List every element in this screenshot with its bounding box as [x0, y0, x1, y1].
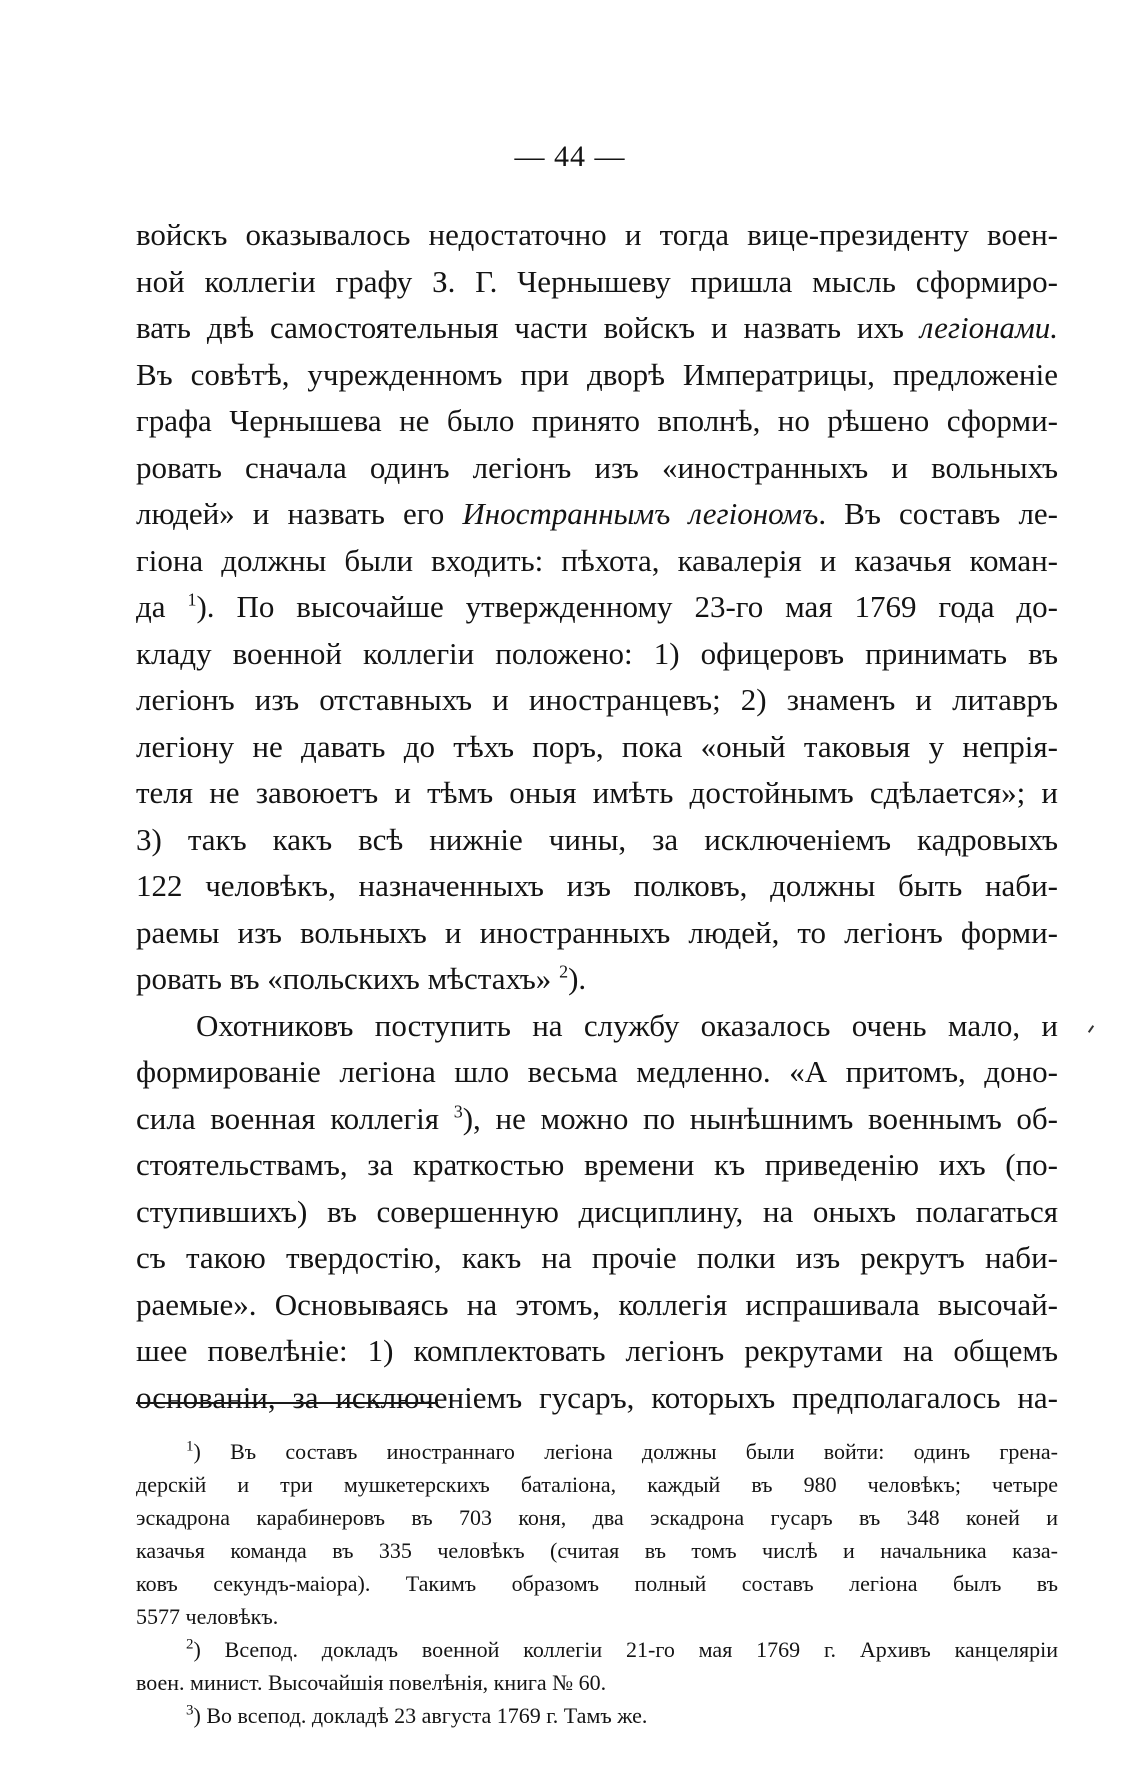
- body-text-line: [136, 1049, 1058, 1096]
- body-text-line: [136, 863, 1058, 910]
- footnote-reference-marker: 1: [186, 1438, 194, 1455]
- footnote-reference-marker: 3: [453, 1101, 463, 1122]
- body-text-line: [136, 1235, 1058, 1282]
- footnote-line: [136, 1633, 1058, 1666]
- footnote-line: [136, 1600, 1058, 1633]
- body-text-line: [136, 1096, 1058, 1143]
- body-text-line: [136, 677, 1058, 724]
- main-text-body: [136, 212, 1058, 1421]
- text-run: ступившихъ) въ совершенную дисциплину, на оныхъ полагаться: [136, 1193, 1058, 1229]
- body-text-line: [136, 631, 1058, 678]
- footnotes-block: [136, 1435, 1058, 1732]
- text-run: ) Всепод. докладъ военной коллегіи 21-го мая 1769 г. Архивъ канцеляріи: [193, 1637, 1058, 1662]
- text-run: ной коллегіи графу З. Г. Чернышеву пришла мысль сформиро-: [136, 263, 1058, 299]
- footnote-line: [136, 1567, 1058, 1600]
- body-text-line: [136, 398, 1058, 445]
- text-run: 5577 человѣкъ.: [136, 1604, 279, 1629]
- text-run: сила военная коллегія: [136, 1100, 454, 1136]
- body-text-line: [136, 817, 1058, 864]
- footnote-line: [136, 1699, 1058, 1732]
- body-text-line: [136, 259, 1058, 306]
- body-text-line: [136, 1375, 1058, 1422]
- body-text-line: [136, 1142, 1058, 1189]
- text-run: ровать въ «польскихъ мѣстахъ»: [136, 961, 560, 996]
- text-run: 3) такъ какъ всѣ нижніе чины, за исключеніемъ кадровыхъ: [136, 821, 1058, 857]
- text-run: легіону не давать до тѣхъ поръ, пока «оный таковыя у непрія-: [136, 728, 1058, 764]
- body-text-line: [136, 584, 1058, 631]
- text-run: ).: [568, 961, 587, 996]
- text-run: эскадрона карабинеровъ въ 703 коня, два эскадрона гусаръ въ 348 коней и: [136, 1505, 1058, 1530]
- footnote-separator-rule: [136, 1402, 438, 1404]
- stray-ink-mark: [1088, 1025, 1094, 1033]
- text-run: раемы изъ вольныхъ и иностранныхъ людей, то легіонъ форми-: [136, 914, 1058, 950]
- body-text-line: [136, 538, 1058, 585]
- text-run: ) Въ составъ иностраннаго легіона должны были войти: одинъ грена-: [193, 1439, 1058, 1464]
- text-run: воен. минист. Высочайшія повелѣнія, книга № 60.: [136, 1670, 607, 1695]
- text-run: ровать сначала одинъ легіонъ изъ «иностранныхъ и вольныхъ: [136, 449, 1058, 485]
- text-run: кладу военной коллегіи положено: 1) офицеровъ принимать въ: [136, 635, 1058, 671]
- text-run: казачья команда въ 335 человѣкъ (считая въ томъ числѣ и начальника каза-: [136, 1538, 1058, 1563]
- text-run: основаніи, за исключеніемъ гусаръ, которыхъ предполагалось на-: [136, 1379, 1058, 1415]
- footnote-line: [136, 1534, 1058, 1567]
- text-run: ). По высочайше утвержденному 23-го мая 1769 года до-: [196, 589, 1058, 624]
- body-text-line: [136, 445, 1058, 492]
- text-run: вать двѣ самостоятельныя части войскъ и назвать ихъ: [136, 310, 920, 345]
- body-text-line: [136, 305, 1058, 352]
- body-text-line: [136, 352, 1058, 399]
- text-run: ковъ секундъ-маіора). Такимъ образомъ полный составъ легіона былъ въ: [136, 1571, 1058, 1596]
- text-run: войскъ оказывалось недостаточно и тогда вице-президенту воен-: [136, 217, 1058, 252]
- text-run: стоятельствамъ, за краткостью времени къ приведенію ихъ (по-: [136, 1147, 1058, 1182]
- footnote-line: [136, 1666, 1058, 1699]
- text-run: шее повелѣніе: 1) комплектовать легіонъ рекрутами на общемъ: [136, 1333, 1058, 1368]
- text-run: ) Во всепод. докладѣ 23 августа 1769 г. Тамъ же.: [193, 1703, 648, 1728]
- italic-emphasis: Иностраннымъ легіономъ: [462, 496, 819, 531]
- text-run: съ такою твердостію, какъ на прочіе полки изъ рекрутъ наби-: [136, 1240, 1058, 1275]
- footnote-line: [136, 1501, 1058, 1534]
- text-run: ), не можно по нынѣшнимъ военнымъ об-: [462, 1100, 1058, 1136]
- body-text-line: [136, 1189, 1058, 1236]
- footnote-reference-marker: 2: [559, 961, 569, 982]
- text-run: людей» и назвать его: [136, 496, 463, 531]
- text-run: формированіе легіона шло весьма медленно. «А притомъ, доно-: [136, 1054, 1058, 1089]
- text-run: дерскій и три мушкетерскихъ баталіона, каждый въ 980 человѣкъ; четыре: [136, 1472, 1058, 1497]
- italic-emphasis: легіонами.: [919, 310, 1058, 345]
- page-number: — 44 —: [514, 140, 626, 173]
- text-run: . Въ составъ ле-: [818, 496, 1058, 531]
- body-text-line: [136, 212, 1058, 259]
- text-run: теля не завоюетъ и тѣмъ оныя имѣть достойнымъ сдѣлается»; и: [136, 775, 1058, 810]
- body-text-line: [136, 956, 1058, 1003]
- text-run: раемые». Основываясь на этомъ, коллегія испрашивала высочай-: [136, 1286, 1058, 1322]
- body-text-line: [136, 1003, 1058, 1050]
- footnote-line: [136, 1435, 1058, 1468]
- text-run: Въ совѣтѣ, учрежденномъ при дворѣ Императрицы, предложеніе: [136, 356, 1058, 392]
- text-run: легіонъ изъ отставныхъ и иностранцевъ; 2) знаменъ и литавръ: [136, 682, 1058, 717]
- footnote-reference-marker: 1: [187, 589, 197, 610]
- footnote-reference-marker: 2: [186, 1636, 194, 1653]
- text-run: 122 человѣкъ, назначенныхъ изъ полковъ, должны быть наби-: [136, 868, 1058, 903]
- footnote-reference-marker: 3: [186, 1702, 194, 1719]
- body-text-line: [136, 910, 1058, 957]
- text-run: да: [136, 589, 188, 624]
- body-text-line: [136, 1328, 1058, 1375]
- body-text-line: [136, 1282, 1058, 1329]
- text-run: Охотниковъ поступить на службу оказалось очень мало, и: [196, 1007, 1058, 1043]
- body-text-line: [136, 770, 1058, 817]
- body-text-line: [136, 491, 1058, 538]
- text-run: гіона должны были входить: пѣхота, кавалерія и казачья коман-: [136, 542, 1058, 578]
- footnote-line: [136, 1468, 1058, 1501]
- body-text-line: [136, 724, 1058, 771]
- text-run: графа Чернышева не было принято вполнѣ, но рѣшено сформи-: [136, 403, 1058, 438]
